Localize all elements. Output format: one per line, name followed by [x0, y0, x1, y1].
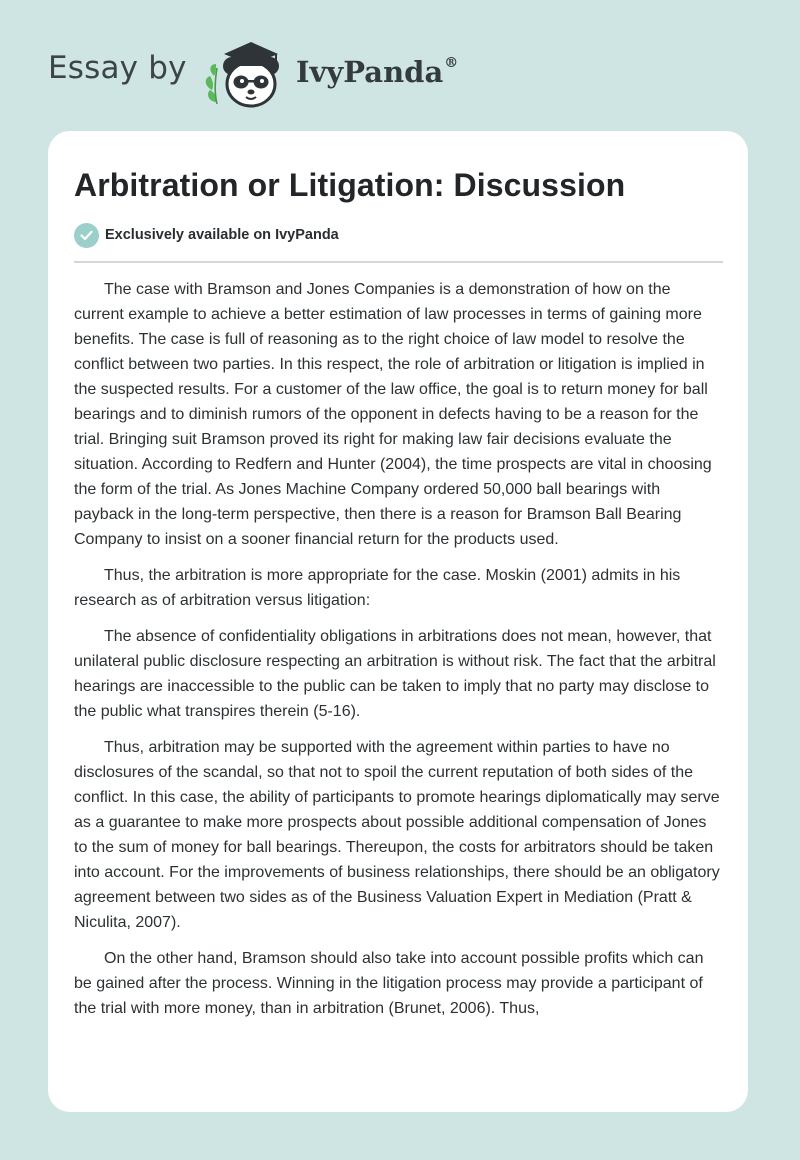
page-title: Arbitration or Litigation: Discussion [74, 167, 626, 203]
check-icon [74, 223, 99, 248]
paragraph: On the other hand, Bramson should also take into account possible profits which can be gained after the process. Winning in the litigation process may provide a participant of the trial with more money, than in arbitration (Brunet, 2006). Thus, [74, 950, 704, 1017]
brand-name[interactable]: IvyPanda® [296, 55, 459, 89]
title-divider [74, 261, 723, 263]
exclusive-badge [74, 222, 339, 248]
paragraph: Thus, arbitration may be supported with the agreement within parties to have no disclosures of the scandal, so that not to spoil the current reputation of both sides of the conflict. In this case, the ability of participants to promote hearings diplomatically may serve as a guarantee to make more prospects about possible additional compensation of Jones to the sum of money for ball bearings. Thereupon, the costs for arbitrators should be taken into account. For the improvements of business relationships, there should be an obligatory agreement between two sides as of the Business Valuation Expert in Mediation (Pratt & Niculita, 2007). [74, 739, 720, 931]
essay-card [48, 131, 748, 1112]
essay-by-label: Essay by [48, 50, 187, 86]
site-header [48, 28, 568, 108]
exclusive-badge-label: Exclusively available on IvyPanda [105, 227, 339, 243]
essay-body [74, 277, 724, 1032]
block-quote: The absence of confidentiality obligations in arbitrations does not mean, however, that unilateral public disclosure respecting an arbitration is without risk. The fact that the arbitral hearings are inaccessible to the public can be taken to imply that no party may disclose to the public what transpires therein (5-16). [74, 628, 716, 720]
paragraph: The case with Bramson and Jones Companies is a demonstration of how on the current example to achieve a better estimation of law processes in terms of gaining more benefits. The case is full of reasoning as to the right choice of law model to resolve the conflict between two parties. In this respect, the role of arbitration or litigation is implied in the suspected results. For a customer of the law office, the goal is to return money for ball bearings and to diminish rumors of the opponent in defects having to be a reason for the trial. Bringing suit Bramson proved its right for making law fair decisions evaluate the situation. According to Redfern and Hunter (2004), the time prospects are vital in choosing the form of the trial. As Jones Machine Company ordered 50,000 ball bearings with payback in the long-term perspective, then there is a reason for Bramson Ball Bearing Company to insist on a sooner financial return for the products used. [74, 281, 712, 548]
paragraph: Thus, the arbitration is more appropriate for the case. Moskin (2001) admits in his research as of arbitration versus litigation: [74, 567, 681, 609]
ivypanda-logo-icon[interactable] [200, 34, 290, 114]
